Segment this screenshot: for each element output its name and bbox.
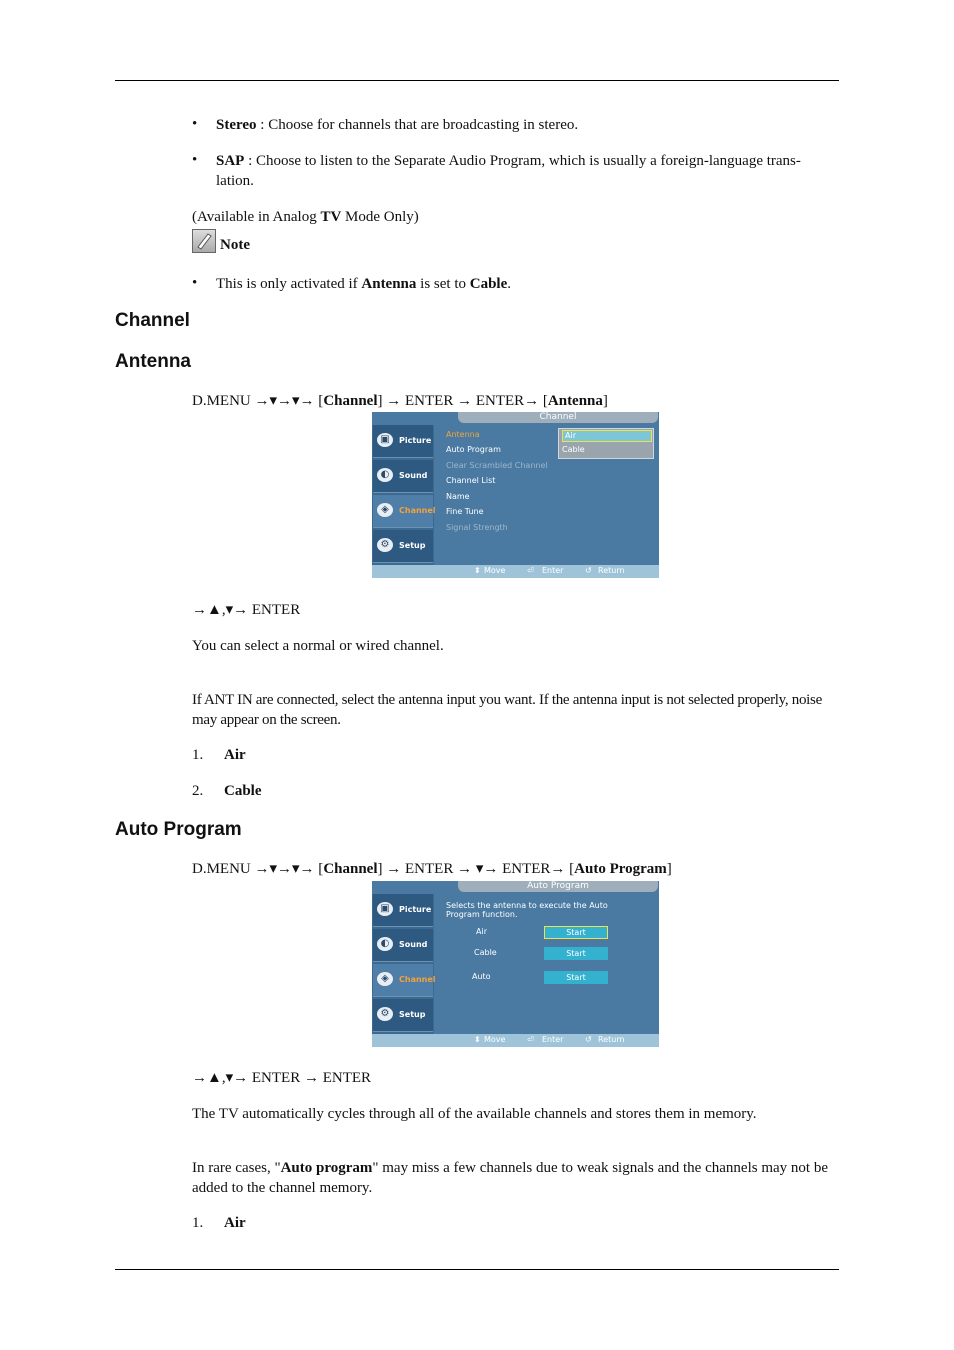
list-item-air: Air: [224, 747, 246, 763]
note-label: Note: [220, 237, 250, 253]
heading-antenna: Antenna: [115, 351, 191, 372]
antenna-menu-path: D.MENU →▾→▾→ [Channel] → ENTER → ENTER→ [Antenna]: [192, 393, 608, 409]
osd-side-picture: ▣ Picture: [373, 894, 433, 927]
picture-icon: ▣: [377, 433, 393, 447]
list-item-air: Air: [224, 1215, 246, 1231]
osd-footer: ⬍ Move ⏎ Enter ↺ Return: [372, 1034, 659, 1047]
antenna-keys: →▲,▾→ ENTER: [192, 602, 301, 618]
osd-label-auto: Auto: [472, 972, 491, 981]
osd-item-fine-tune: Fine Tune: [446, 507, 484, 516]
list-number: 1.: [192, 1215, 204, 1231]
sap-item: SAP : Choose to listen to the Separate Audio Program, which is usually a foreign-language trans- lation.: [216, 153, 801, 189]
note-item: This is only activated if Antenna is set to Cable.: [216, 276, 511, 292]
osd-label-air: Air: [476, 927, 487, 936]
antenna-desc: You can select a normal or wired channel.: [192, 638, 444, 654]
osd-item-signal-strength: Signal Strength: [446, 523, 508, 532]
osd-start-cable: Start: [544, 947, 608, 960]
osd-item-antenna: Antenna: [446, 430, 480, 439]
osd-footer: ⬍ Move ⏎ Enter ↺ Return: [372, 565, 659, 578]
heading-channel: Channel: [115, 310, 190, 331]
osd-start-auto: Start: [544, 971, 608, 984]
osd-item-clear-scrambled: Clear Scrambled Channel: [446, 461, 548, 470]
list-number: 1.: [192, 747, 204, 763]
heading-auto-program: Auto Program: [115, 819, 242, 840]
osd-item-name: Name: [446, 492, 470, 501]
setup-icon: ⚙: [377, 1007, 393, 1021]
osd-auto-program-screenshot: [372, 881, 659, 1047]
osd-side-channel: ◈ Channel: [373, 964, 433, 997]
channel-icon: ◈: [377, 972, 393, 986]
auto-keys: →▲,▾→ ENTER → ENTER: [192, 1070, 372, 1086]
bullet: •: [192, 116, 198, 132]
note-icon: [192, 229, 216, 253]
osd-main: [436, 894, 659, 1034]
stereo-item: Stereo : Choose for channels that are broadcasting in stereo.: [216, 117, 579, 133]
osd-side-channel: ◈ Channel: [373, 495, 433, 528]
osd-item-channel-list: Channel List: [446, 476, 496, 485]
osd-sidebar: [372, 894, 434, 1034]
osd-option-air: Air: [562, 430, 652, 442]
enter-icon: ⏎: [527, 566, 534, 575]
list-item-cable: Cable: [224, 783, 262, 799]
return-icon: ↺: [585, 1035, 592, 1044]
sound-icon: ◐: [377, 468, 393, 482]
bullet: •: [192, 275, 198, 291]
osd-side-setup: ⚙ Setup: [373, 999, 433, 1032]
osd-option-cable: Cable: [562, 445, 585, 454]
osd-antenna-dropdown: [558, 428, 654, 459]
picture-icon: ▣: [377, 902, 393, 916]
osd-side-setup: ⚙ Setup: [373, 530, 433, 563]
move-icon: ⬍: [474, 1035, 481, 1044]
list-number: 2.: [192, 783, 204, 799]
antenna-desc2: If ANT IN are connected, select the antenna input you want. If the antenna input is not selected properly, noise may appear on the screen.: [192, 692, 822, 728]
return-icon: ↺: [585, 566, 592, 575]
auto-desc: The TV automatically cycles through all of the available channels and stores them in memory.: [192, 1106, 757, 1122]
sound-icon: ◐: [377, 937, 393, 951]
top-rule: [115, 80, 839, 81]
osd-title: Channel: [458, 412, 658, 423]
osd-side-sound: ◐ Sound: [373, 929, 433, 962]
setup-icon: ⚙: [377, 538, 393, 552]
osd-side-picture: ▣ Picture: [373, 425, 433, 458]
osd-title: Auto Program: [458, 881, 658, 892]
available-note: (Available in Analog TV Mode Only): [192, 209, 419, 225]
osd-label-cable: Cable: [474, 948, 497, 957]
osd-item-auto-program: Auto Program: [446, 445, 501, 454]
enter-icon: ⏎: [527, 1035, 534, 1044]
osd-sidebar: [372, 425, 434, 565]
bullet: •: [192, 152, 198, 168]
bottom-rule: [115, 1269, 839, 1270]
osd-start-air: Start: [544, 926, 608, 939]
osd-antenna-screenshot: [372, 412, 659, 578]
channel-icon: ◈: [377, 503, 393, 517]
auto-program-menu-path: D.MENU →▾→▾→ [Channel] → ENTER → ▾→ ENTER→ [Auto Program]: [192, 861, 672, 877]
osd-info: Selects the antenna to execute the Auto Program function.: [446, 901, 608, 919]
osd-side-sound: ◐ Sound: [373, 460, 433, 493]
auto-desc2: In rare cases, "Auto program" may miss a few channels due to weak signals and the channels may not be added to the channel memory.: [192, 1160, 828, 1196]
move-icon: ⬍: [474, 566, 481, 575]
